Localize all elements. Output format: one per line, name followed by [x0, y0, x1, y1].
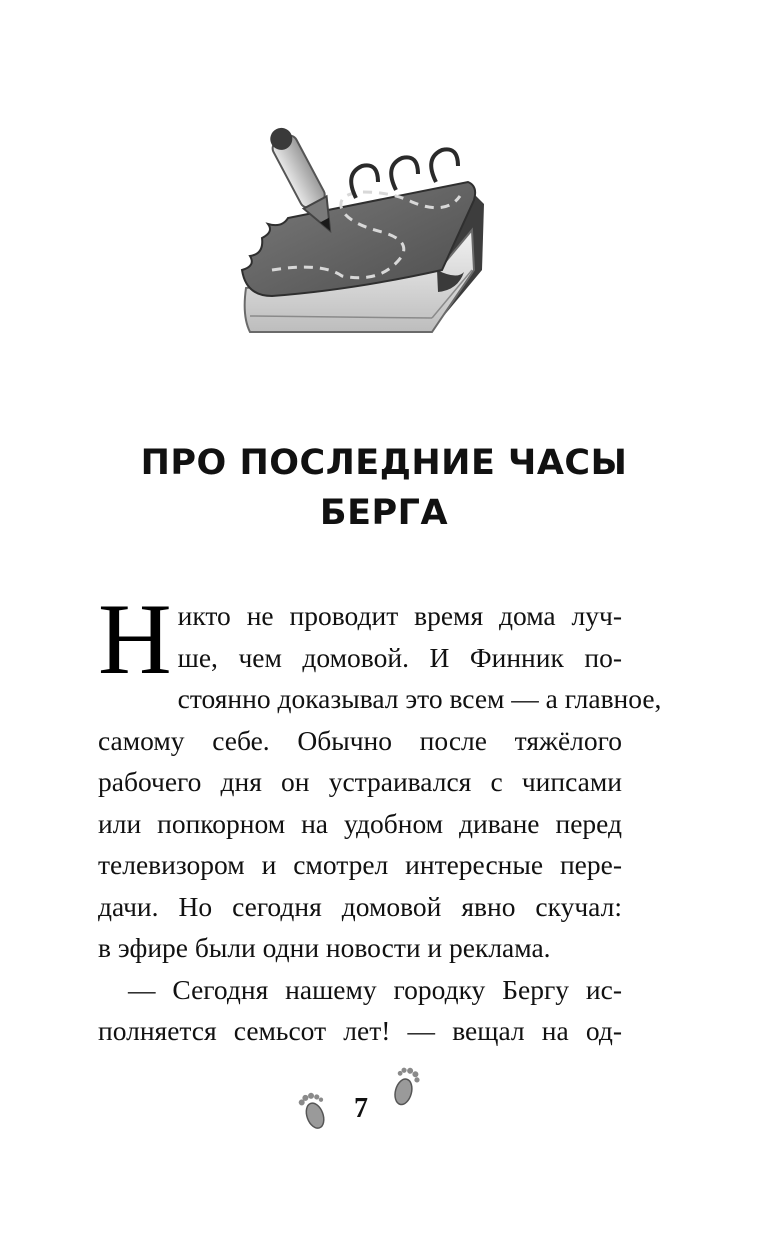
text-line: икто не проводит время дома луч- [177, 600, 622, 631]
paragraph-2 [98, 969, 622, 1052]
text-line: — Сегодня нашему городку Бергу ис- [128, 973, 622, 1005]
text-line: стоянно доказывал это всем — а главное, [177, 683, 662, 714]
text-line: рабочего дня он устраивался с чипсами [98, 766, 622, 797]
notepad-with-pencil-icon [232, 120, 532, 360]
chapter-title-line-1: ПРО ПОСЛЕДНИЕ ЧАСЫ [140, 443, 628, 483]
footprint-icon [388, 1064, 422, 1108]
footprint-icon [296, 1088, 330, 1132]
text-line: ше, чем домовой. И Финник по- [177, 641, 622, 673]
page-footer [290, 1060, 440, 1140]
page-number: 7 [354, 1093, 368, 1124]
text-line: или попкорном на удобном диване перед [98, 807, 622, 839]
chapter-title [60, 438, 708, 538]
text-line: полняется семьсот лет! — вещал на од- [98, 1015, 622, 1046]
body-text [98, 583, 662, 1052]
paragraph-1 [98, 583, 662, 969]
chapter-title-line-2: БЕРГА [319, 493, 449, 533]
text-line: в эфире были одни новости и реклама. [98, 932, 551, 963]
text-line: телевизором и смотрел интересные пере- [98, 849, 622, 880]
text-line: дачи. Но сегодня домовой явно скучал: [98, 890, 622, 922]
drop-cap: Н [98, 583, 172, 696]
text-line: самому себе. Обычно после тяжёлого [98, 724, 622, 756]
